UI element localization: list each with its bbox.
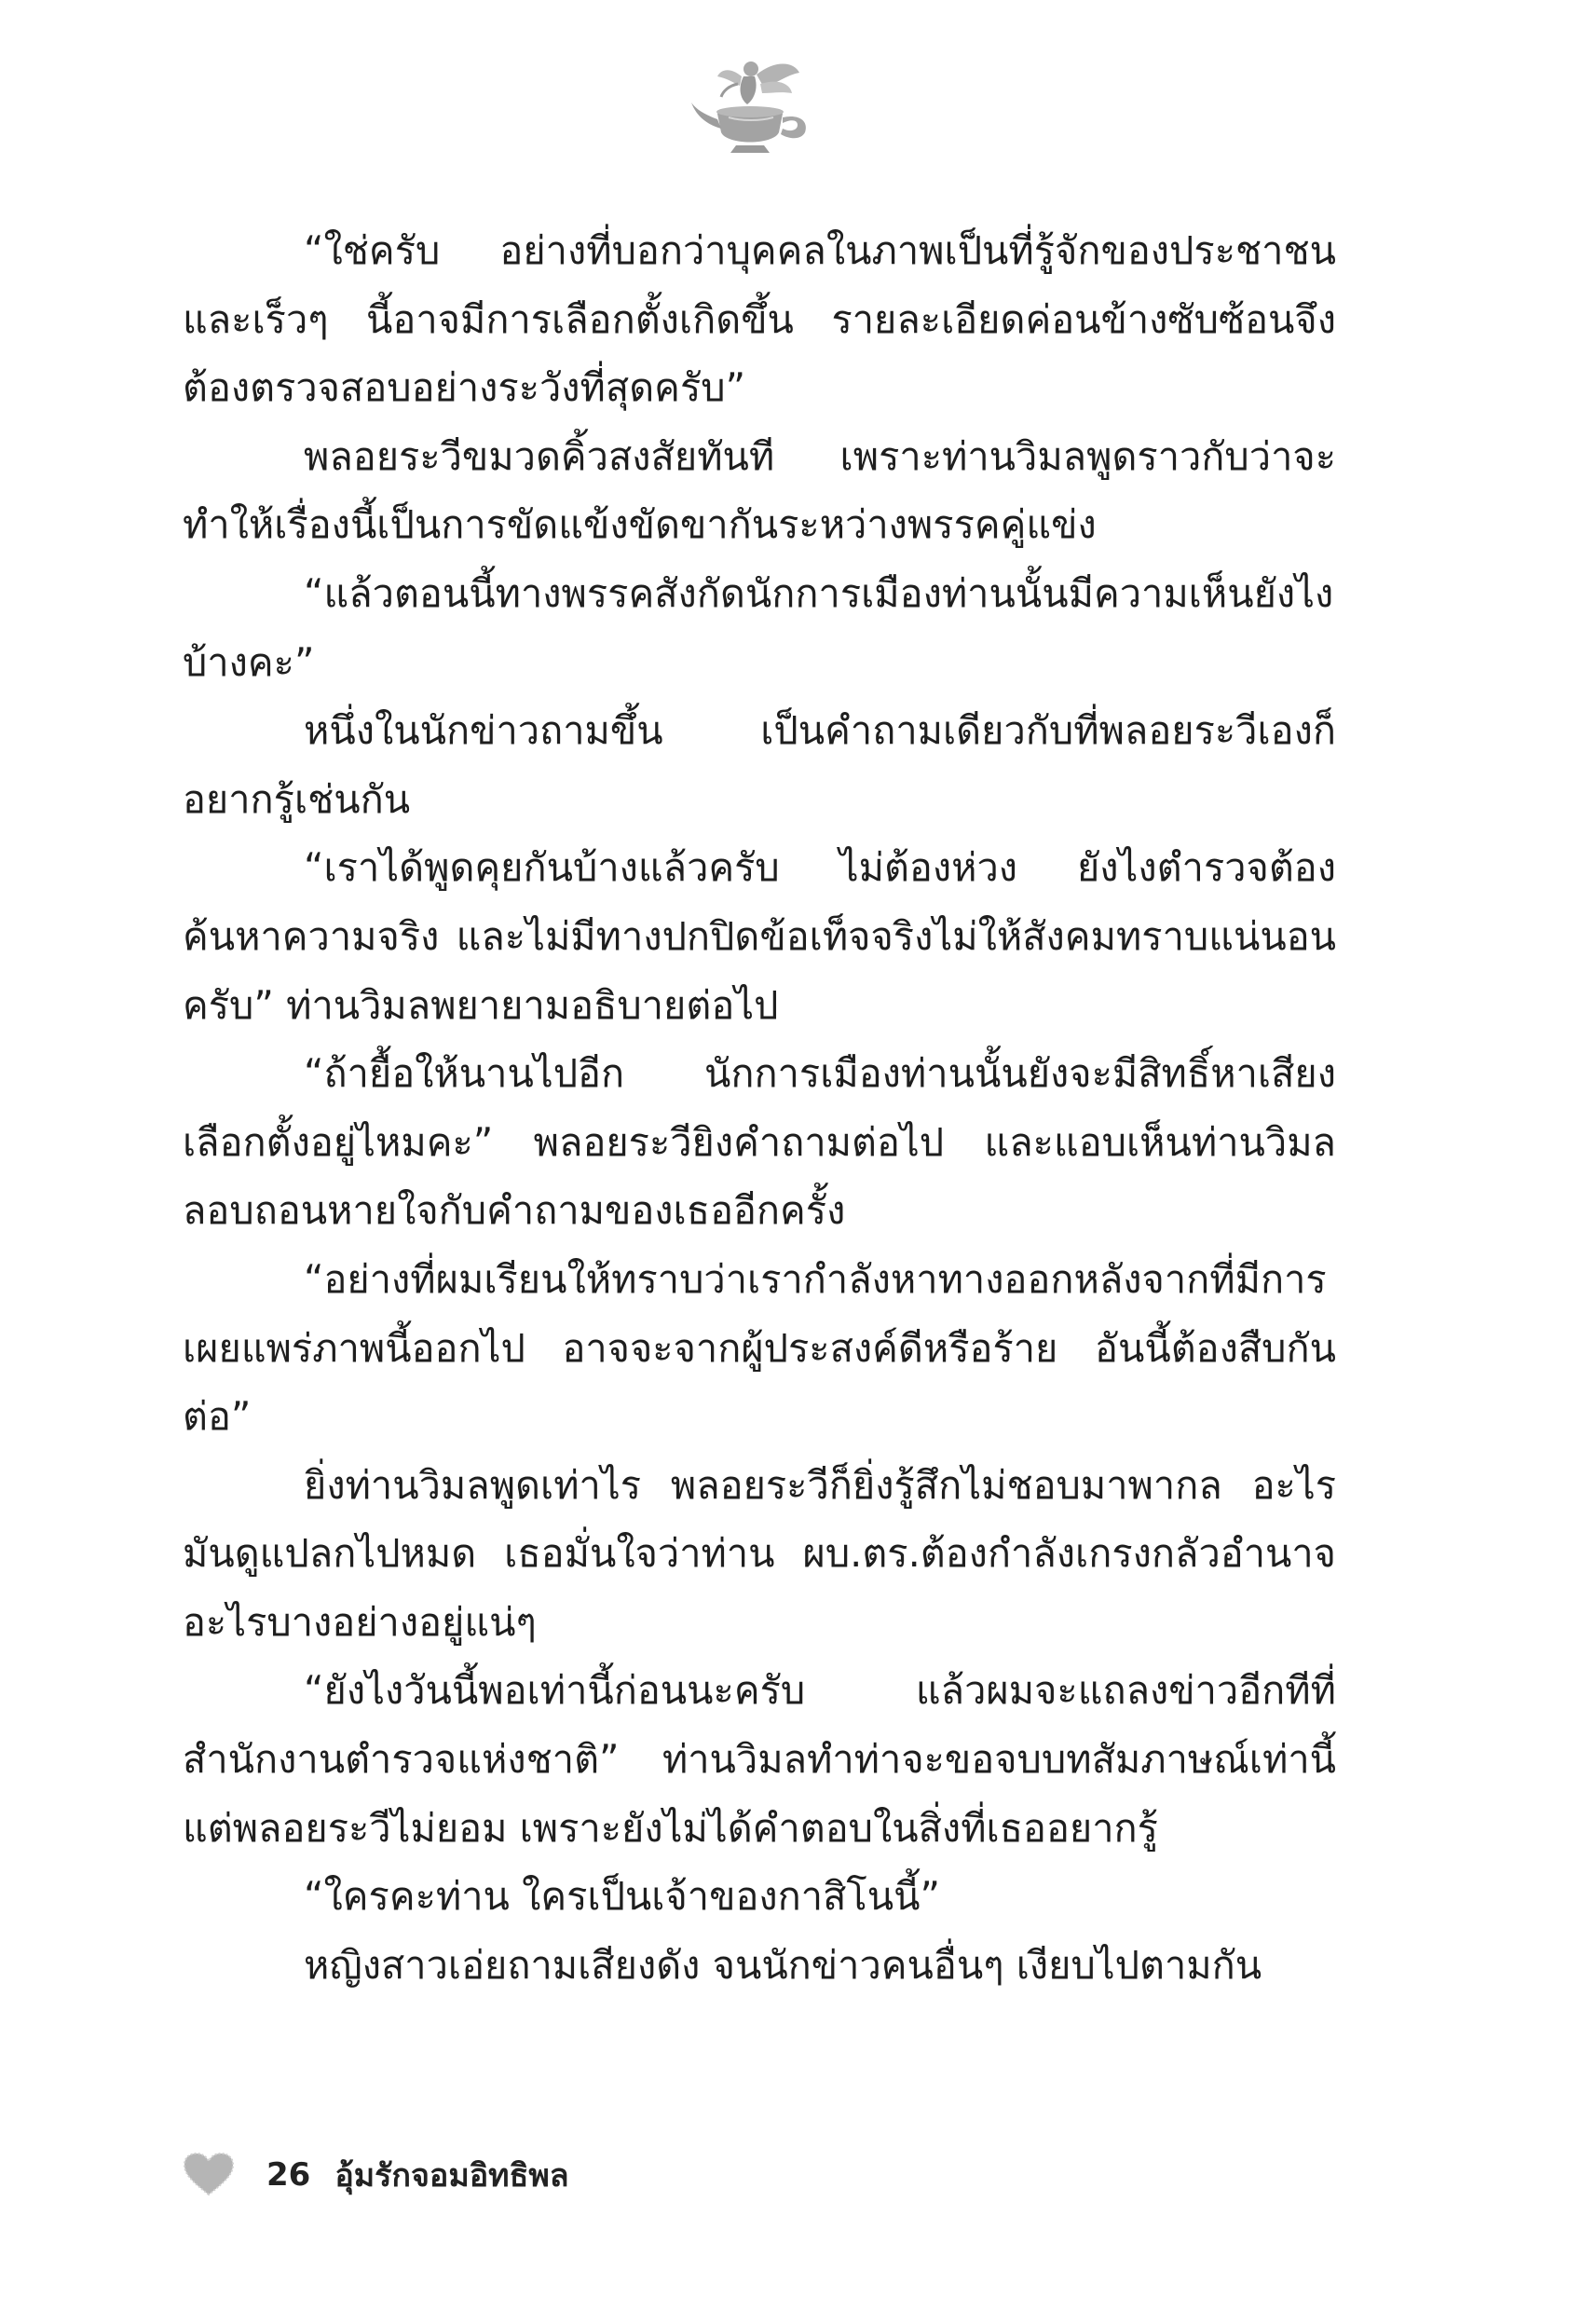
- paragraph: พลอยระวีขมวดคิ้วสงสัยทันที เพราะท่านวิมลพูดราวกับว่าจะทำให้เรื่องนี้เป็นการขัดแข้งขัดขากันระหว่างพรรคคู่แข่ง: [183, 432, 1336, 548]
- paragraph: “ใครคะท่าน ใครเป็นเจ้าของกาสิโนนี้”: [304, 1873, 940, 1920]
- page-number: 26: [266, 2156, 311, 2194]
- book-title: อุ้มรักจอมอิทธิพล: [334, 2157, 569, 2195]
- paragraph: “แล้วตอนนี้ทางพรรคสังกัดนักการเมืองท่านนั้นมีความเห็นยังไงบ้างคะ”: [183, 569, 1334, 685]
- body-text: [183, 216, 1336, 1999]
- paragraph: หนึ่งในนักข่าวถามขึ้น เป็นคำถามเดียวกับที่พลอยระวีเองก็อยากรู้เช่นกัน: [183, 707, 1336, 822]
- paragraph: “ใช่ครับ อย่างที่บอกว่าบุคคลในภาพเป็นที่รู้จักของประชาชนและเร็วๆ นี้อาจมีการเลือกตั้งเกิดขึ้น รายละเอียดค่อนข้างซับซ้อนจึงต้องตรวจสอบอย่างระวังที่สุดครับ”: [183, 227, 1336, 411]
- paragraph: หญิงสาวเอ่ยถามเสียงดัง จนนักข่าวคนอื่นๆ เงียบไปตามกัน: [304, 1941, 1262, 1988]
- paragraph: “ถ้ายื้อให้นานไปอีก นักการเมืองท่านนั้นยังจะมีสิทธิ์หาเสียงเลือกตั้งอยู่ไหมคะ” พลอยระวียิงคำถามต่อไป และแอบเห็นท่านวิมลลอบถอนหายใจกับคำถามของเธออีกครั้ง: [183, 1050, 1336, 1234]
- heart-icon: [183, 2152, 235, 2198]
- paragraph: “ยังไงวันนี้พอเท่านี้ก่อนนะครับ แล้วผมจะแถลงข่าวอีกทีที่สำนักงานตำรวจแห่งชาติ” ท่านวิมลทำท่าจะขอจบบทสัมภาษณ์เท่านี้ แต่พลอยระวีไม่ยอม เพราะยังไม่ได้คำตอบในสิ่งที่เธออยากรู้: [183, 1667, 1336, 1851]
- paragraph: “เราได้พูดคุยกันบ้างแล้วครับ ไม่ต้องห่วง ยังไงตำรวจต้องค้นหาความจริง และไม่มีทางปกปิดข้อเท็จจริงไม่ให้สังคมทราบแน่นอนครับ” ท่านวิมลพยายามอธิบายต่อไป: [183, 844, 1336, 1028]
- cupid-teapot-ornament-icon: [689, 56, 820, 168]
- paragraph: ยิ่งท่านวิมลพูดเท่าไร พลอยระวีก็ยิ่งรู้สึกไม่ชอบมาพากล อะไรมันดูแปลกไปหมด เธอมั่นใจว่าท่าน ผบ.ตร.ต้องกำลังเกรงกลัวอำนาจอะไรบางอย่างอยู่แน่ๆ: [183, 1461, 1336, 1645]
- paragraph: “อย่างที่ผมเรียนให้ทราบว่าเรากำลังหาทางออกหลังจากที่มีการเผยแพร่ภาพนี้ออกไป อาจจะจากผู้ประสงค์ดีหรือร้าย อันนี้ต้องสืบกันต่อ”: [183, 1255, 1336, 1440]
- page-footer: [183, 2149, 569, 2201]
